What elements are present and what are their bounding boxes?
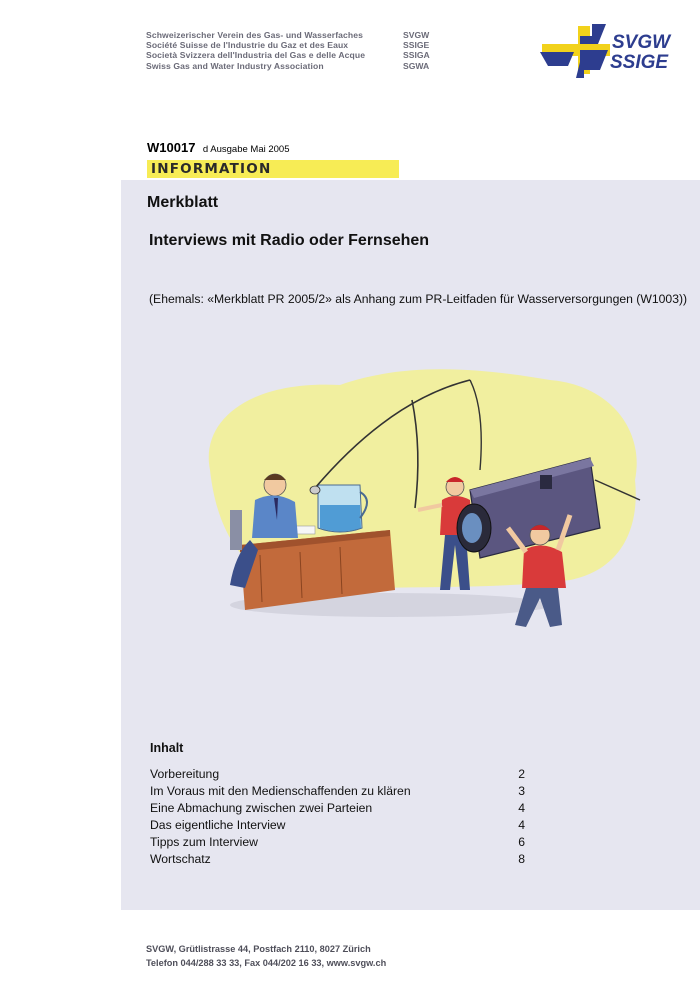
toc-item-label: Wortschatz <box>150 852 211 866</box>
logo-line2: SSIGE <box>610 52 669 73</box>
cartoon-interview-icon <box>190 340 650 640</box>
organization-abbreviations <box>403 30 430 71</box>
toc-item[interactable] <box>150 766 525 783</box>
toc-item-page: 8 <box>518 852 525 866</box>
footer <box>146 942 386 970</box>
document-id-row <box>147 139 290 157</box>
toc-item-page: 4 <box>518 818 525 832</box>
toc-item-label: Tipps zum Interview <box>150 835 258 849</box>
toc-item[interactable] <box>150 800 525 817</box>
toc-item-page: 6 <box>518 835 525 849</box>
toc-item[interactable] <box>150 834 525 851</box>
logo-line1: SVGW <box>612 32 671 53</box>
org-abbr-en: SGWA <box>403 60 430 71</box>
toc-item[interactable] <box>150 783 525 800</box>
svgw-logo <box>540 22 680 80</box>
toc-item-label: Das eigentliche Interview <box>150 818 286 832</box>
toc-heading: Inhalt <box>150 741 184 755</box>
category-label: INFORMATION <box>151 161 272 177</box>
toc-item-page: 3 <box>518 784 525 798</box>
footer-address: SVGW, Grütlistrasse 44, Postfach 2110, 8027 Zürich <box>146 944 371 954</box>
org-name-fr: Société Suisse de l'Industrie du Gaz et des Eaux <box>146 40 349 51</box>
toc-item[interactable] <box>150 851 525 868</box>
toc-item-label: Im Voraus mit den Medienschaffenden zu klären <box>150 784 411 798</box>
toc-item-label: Eine Abmachung zwischen zwei Parteien <box>150 801 373 815</box>
org-abbr-fr: SSIGE <box>403 40 430 51</box>
formerly-note: (Ehemals: «Merkblatt PR 2005/2» als Anhang zum PR-Leitfaden für Wasserversorgungen (W1003)) <box>149 292 688 306</box>
org-abbr-de: SVGW <box>403 30 430 40</box>
document-edition: d Ausgabe Mai 2005 <box>202 144 290 155</box>
toc-item-page: 4 <box>518 801 525 815</box>
org-name-en: Swiss Gas and Water Industry Association <box>146 60 324 71</box>
toc-item-label: Vorbereitung <box>150 767 220 781</box>
org-name-it: Società Svizzera dell'Industria del Gas e delle Acque <box>146 50 366 61</box>
table-of-contents <box>150 766 525 868</box>
toc-item[interactable] <box>150 817 525 834</box>
organization-names <box>146 30 365 71</box>
document-type: Merkblatt <box>147 194 219 211</box>
footer-contact[interactable]: Telefon 044/288 33 33, Fax 044/202 16 33, www.svgw.ch <box>146 958 387 968</box>
page-title: Interviews mit Radio oder Fernsehen <box>149 232 430 249</box>
document-number: W10017 <box>147 140 196 155</box>
logo-mark-icon <box>540 24 610 78</box>
org-name-de: Schweizerischer Verein des Gas- und Wasserfaches <box>146 30 364 40</box>
category-band <box>147 160 399 178</box>
org-abbr-it: SSIGA <box>403 50 430 61</box>
toc-item-page: 2 <box>518 767 525 781</box>
